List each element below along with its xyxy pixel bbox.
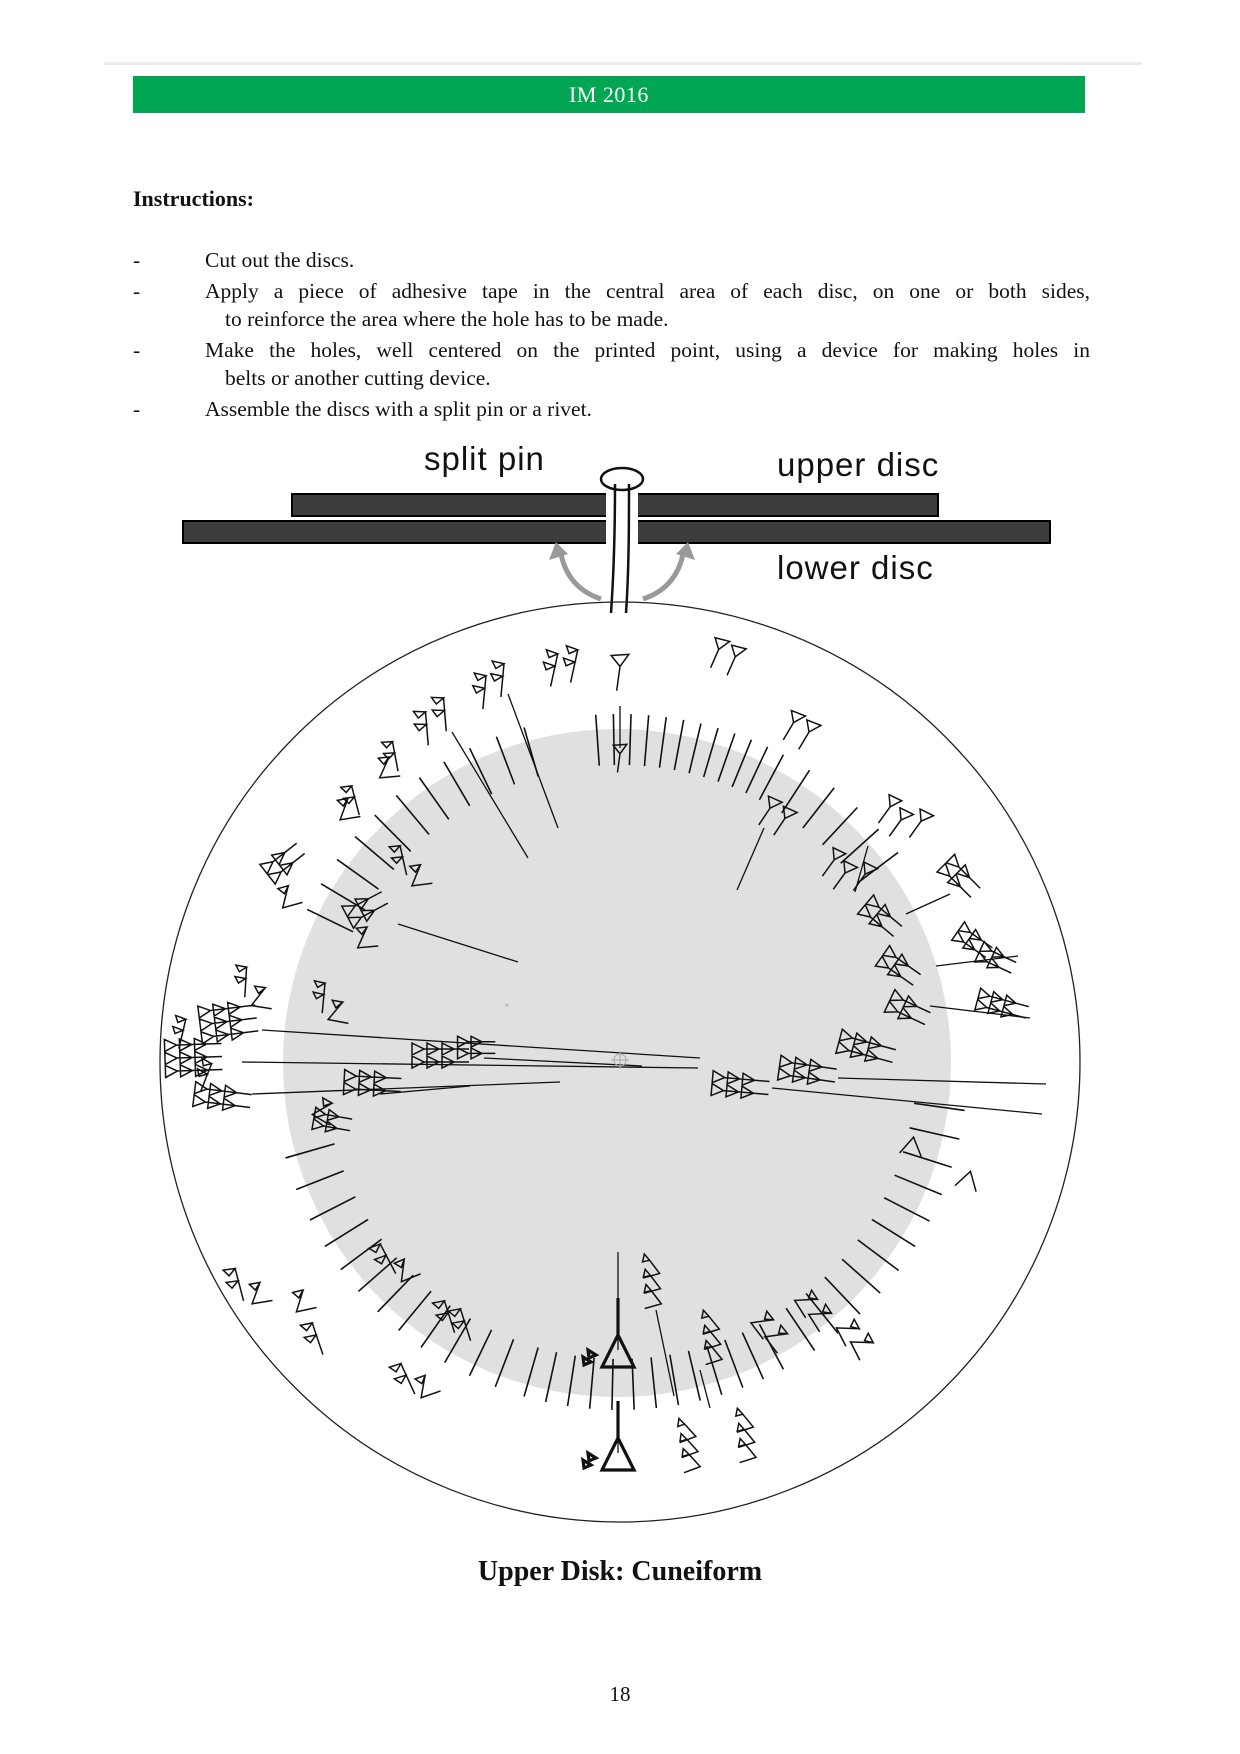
rotate-arrow-left-head bbox=[549, 542, 568, 560]
cuneiform-glyph-g2 bbox=[975, 942, 1019, 978]
instruction-line: Assemble the discs with a split pin or a rivet. bbox=[205, 397, 592, 421]
cuneiform-glyph-f bbox=[428, 693, 456, 733]
rotate-arrow-right-head bbox=[676, 542, 695, 560]
cuneiform-glyph-g32 bbox=[193, 1082, 253, 1114]
cuneiform-glyph-c bbox=[243, 1278, 273, 1310]
instruction-line: Apply a piece of adhesive tape in the central area of each disc, on one or both sides, bbox=[205, 279, 1090, 303]
split-pin-head bbox=[601, 468, 643, 490]
figure-caption: Upper Disk: Cuneiform bbox=[477, 1556, 763, 1587]
cuneiform-glyph-k bbox=[955, 1168, 981, 1191]
cuneiform-glyph-g3 bbox=[198, 999, 259, 1044]
cuneiform-glyph-c bbox=[272, 882, 303, 914]
split-pin-label: split pin bbox=[424, 440, 545, 477]
cuneiform-glyph-c bbox=[845, 1328, 876, 1360]
cuneiform-glyph-y2 bbox=[778, 710, 822, 754]
cuneiform-glyph-f bbox=[562, 645, 580, 683]
cuneiform-glyph-z bbox=[666, 1418, 711, 1476]
cuneiform-glyph-f bbox=[410, 707, 438, 747]
cuneiform-disc bbox=[160, 602, 1080, 1522]
cuneiform-glyph-f bbox=[488, 659, 510, 698]
instruction-line: Make the holes, well centered on the printed point, using a device for making holes in bbox=[205, 338, 1090, 362]
cuneiform-glyph-c bbox=[409, 1372, 441, 1404]
cuneiform-glyph-g2 bbox=[937, 854, 984, 901]
instruction-line: to reinforce the area where the hole has to be made. bbox=[225, 307, 669, 331]
cuneiform-glyph-g32 bbox=[975, 988, 1030, 1023]
split-pin-diagram bbox=[183, 468, 1050, 613]
upper-disc-label: upper disc bbox=[777, 446, 940, 483]
cuneiform-glyph-g2 bbox=[260, 839, 308, 885]
cuneiform-glyph-f bbox=[542, 649, 560, 687]
rotate-arrow-right bbox=[643, 554, 683, 599]
bullet-dash: - bbox=[133, 248, 141, 272]
page-number: 18 bbox=[609, 1682, 631, 1706]
bullet-dash: - bbox=[133, 338, 141, 362]
cuneiform-glyph-g2 bbox=[952, 922, 996, 962]
cuneiform-glyph-f bbox=[470, 671, 492, 710]
cuneiform-glyph-f bbox=[378, 738, 406, 774]
instruction-line: Cut out the discs. bbox=[205, 248, 355, 272]
cuneiform-glyph-y bbox=[611, 654, 629, 690]
cuneiform-glyph-c bbox=[286, 1286, 316, 1318]
rotate-arrow-left bbox=[561, 554, 601, 599]
cuneiform-glyph-y3 bbox=[871, 791, 933, 850]
bullet-dash: - bbox=[133, 397, 141, 421]
scan-speck bbox=[506, 1004, 509, 1007]
lower-disc-label: lower disc bbox=[777, 549, 934, 586]
pin-channel bbox=[606, 485, 638, 546]
cuneiform-glyph-c bbox=[247, 984, 272, 1014]
instruction-line: belts or another cutting device. bbox=[225, 366, 491, 390]
cuneiform-glyph-z bbox=[722, 1408, 769, 1467]
cuneiform-glyph-g3 bbox=[164, 1037, 222, 1077]
cuneiform-glyph-y2 bbox=[705, 637, 747, 679]
inner-gray-disc bbox=[283, 729, 951, 1397]
bullet-dash: - bbox=[133, 279, 141, 303]
instructions-heading: Instructions: bbox=[133, 186, 255, 211]
cuneiform-glyph-f bbox=[232, 963, 253, 999]
cuneiform-glyph-b bbox=[583, 1401, 634, 1470]
header-title: IM 2016 bbox=[569, 81, 649, 107]
cuneiform-glyph-f bbox=[297, 1319, 331, 1358]
